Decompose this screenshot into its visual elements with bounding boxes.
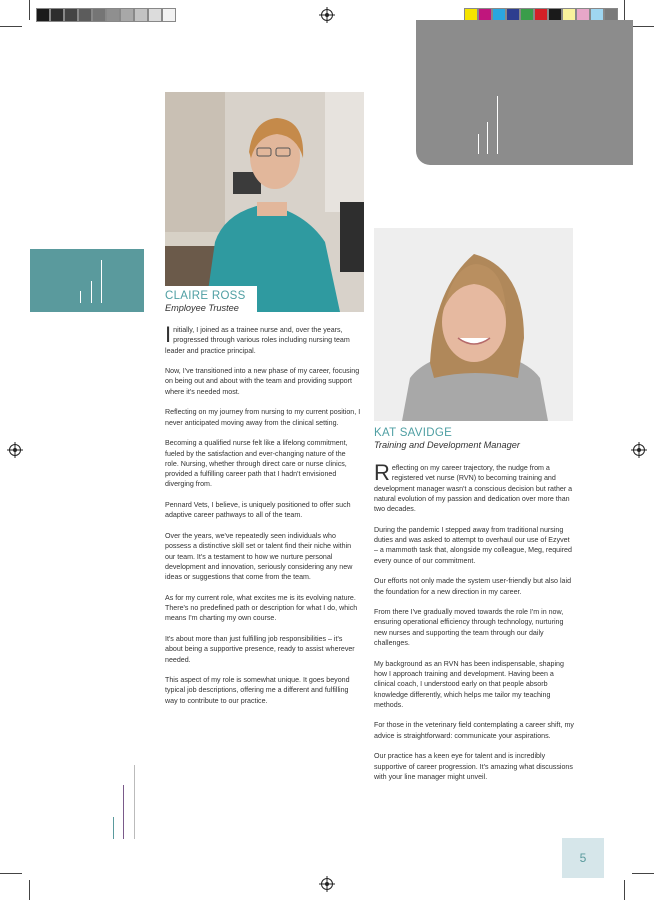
decorative-line <box>478 134 479 154</box>
crop-mark <box>29 0 30 20</box>
paragraph-text: eflecting on my career trajectory, the nudge from a registered vet nurse (RVN) to becoming training and development manager wasn't a conscious decision but rather a natural evolution of my passion and dedication over more than two decades. <box>374 464 573 514</box>
decorative-line <box>123 785 124 839</box>
first-paragraph <box>165 322 361 356</box>
colour-swatch <box>162 8 176 22</box>
body-paragraph: Over the years, we've repeatedly seen individuals who possess a distinctive skill set or talent find their niche within our team. It's a testament to how we nurture personal development and innovation, seriously considering any new ideas or suggestions that come from the team. <box>165 531 353 582</box>
colour-swatch <box>92 8 106 22</box>
article-column-claire <box>165 322 361 716</box>
body-paragraph: Becoming a qualified nurse felt like a lifelong commitment, fueled by the satisfaction and ever-changing nature of the role. Nursing, whether through direct care or nurse clinics, provided a fulfilling career path that I hadn't envisioned diverging from. <box>165 439 348 489</box>
first-paragraph <box>374 460 574 514</box>
portrait-photo-kat <box>374 228 573 421</box>
registration-mark-icon <box>9 444 21 456</box>
colour-swatch <box>134 8 148 22</box>
decorative-line <box>113 817 114 839</box>
decorative-line <box>134 765 135 839</box>
colour-swatch <box>120 8 134 22</box>
colour-swatch <box>106 8 120 22</box>
crop-mark <box>0 873 22 874</box>
body-paragraph: As for my current role, what excites me is its evolving nature. There's no predefined path or description for what I do, which means I'm charting my own course. <box>165 593 358 623</box>
portrait-photo-claire <box>165 92 364 312</box>
article-column-kat <box>374 460 574 793</box>
body-paragraph: From there I've gradually moved towards the role I'm in now, ensuring operational efficiency through technology, nurturing new nurses and supporting the team through our daily challenges. <box>374 608 564 648</box>
registration-mark-icon <box>633 444 645 456</box>
crop-mark <box>632 26 654 27</box>
crop-mark <box>29 880 30 900</box>
decorative-teal-block <box>30 249 144 312</box>
body-paragraph: Now, I've transitioned into a new phase of my career, focusing on being out and about with the team and providing support where it's needed most. <box>165 367 360 396</box>
body-paragraph: Our practice has a keen eye for talent and is incredibly supportive of career progression. It's amazing what discussions with your line manager might unveil. <box>374 752 573 781</box>
profile-role: Training and Development Manager <box>374 440 520 450</box>
crop-mark <box>0 26 22 27</box>
body-paragraph: It's about more than just fulfilling job responsibilities – it's about being a supportive presence, ready to assist wherever needed. <box>165 634 355 664</box>
drop-cap: I <box>165 322 172 347</box>
body-paragraph: My background as an RVN has been indispensable, shaping how I approach training and development. Having been a clinical coach, I understood early on that people absorb knowledge differently, which helps me tailor my teaching methods. <box>374 659 564 709</box>
colour-swatch <box>78 8 92 22</box>
grey-colour-bar <box>36 8 176 22</box>
decorative-line <box>101 260 102 303</box>
crop-mark <box>624 880 625 900</box>
decorative-line <box>91 281 92 303</box>
decorative-grey-block <box>416 20 633 165</box>
registration-mark-icon <box>321 878 333 890</box>
registration-mark-icon <box>321 9 333 21</box>
profile-name: KAT SAVIDGE <box>374 427 453 439</box>
colour-swatch <box>36 8 50 22</box>
body-paragraph: Pennard Vets, I believe, is uniquely positioned to offer such adaptive career pathways to all of the team. <box>165 501 351 520</box>
colour-swatch <box>64 8 78 22</box>
paragraph-text: nitially, I joined as a trainee nurse and, over the years, progressed through various roles including nursing team leader and practice principal. <box>165 326 350 355</box>
body-paragraph: For those in the veterinary field contemplating a career shift, my advice is straightforward: communicate your aspirations. <box>374 721 574 740</box>
name-plate-claire <box>165 286 257 313</box>
drop-cap: R <box>374 460 390 485</box>
decorative-line <box>80 291 81 303</box>
crop-mark <box>624 0 625 20</box>
decorative-line <box>497 96 498 154</box>
decorative-line <box>487 122 488 154</box>
colour-swatch <box>50 8 64 22</box>
body-paragraph: Our efforts not only made the system user-friendly but also laid the foundation for a new direction in my career. <box>374 577 572 596</box>
page-number: 5 <box>562 838 604 878</box>
profile-name: CLAIRE ROSS <box>165 290 246 302</box>
body-paragraph: Reflecting on my journey from nursing to my current position, I never anticipated moving away from the clinical setting. <box>165 408 361 427</box>
body-paragraph: This aspect of my role is somewhat unique. It goes beyond typical job descriptions, offering me a different and fulfilling way to contribute to our practice. <box>165 676 350 705</box>
crop-mark <box>632 873 654 874</box>
body-paragraph: During the pandemic I stepped away from traditional nursing duties and was asked to attempt to overhaul our use of Ezyvet – a mammoth task that, alongside my colleague, Meg, required every ounce of our commitment. <box>374 525 572 565</box>
profile-role: Employee Trustee <box>165 303 239 313</box>
name-plate-kat <box>374 423 539 450</box>
colour-swatch <box>148 8 162 22</box>
